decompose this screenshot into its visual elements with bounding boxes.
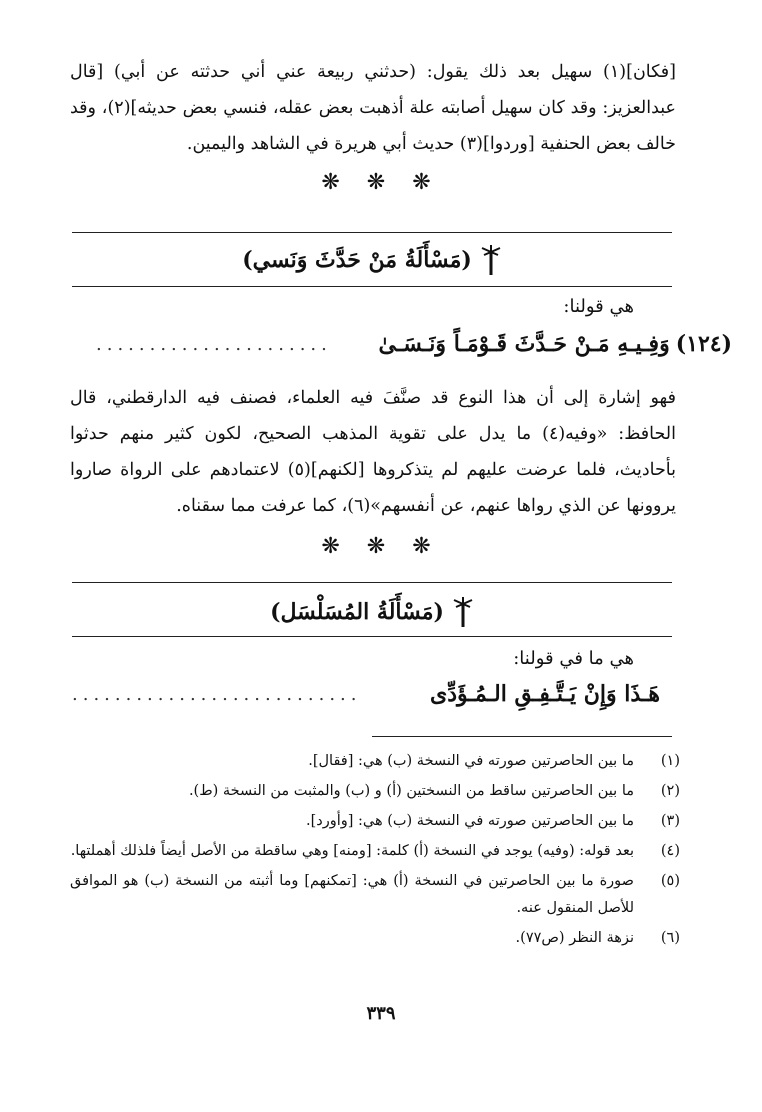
verse-number: (١٢٤) <box>675 331 732 357</box>
footnote <box>70 925 680 952</box>
footnote-text: ما بين الحاصرتين صورته في النسخة (ب) هي: [وأورد]. <box>305 813 634 829</box>
footnote-number: (٤) <box>660 843 680 859</box>
footnote <box>70 748 680 775</box>
section-heading <box>72 590 672 634</box>
section-heading <box>72 238 672 282</box>
footnote-number: (١) <box>660 753 680 769</box>
footnote <box>70 838 680 865</box>
footnote <box>70 778 680 805</box>
page-number: ٣٣٩ <box>366 1003 396 1024</box>
footnote <box>70 808 680 835</box>
footnote-text: ما بين الحاصرتين ساقط من النسختين (أ) و (ب) والمثبت من النسخة (ط). <box>188 783 634 799</box>
verse-intro: هي ما في قولنا: <box>513 648 634 669</box>
section-rule-bottom <box>72 286 672 287</box>
section-rule-top <box>72 232 672 233</box>
footnote-text: ما بين الحاصرتين صورته في النسخة (ب) هي: [فقال]. <box>308 753 634 769</box>
palm-icon <box>480 244 502 276</box>
section-heading-title: (مَسْأَلَةُ المُسَلْسَل) <box>270 599 444 625</box>
footnote-text: نزهة النظر (ص٧٧). <box>515 930 634 946</box>
verse-text: وَفِـيـهِ مَـنْ حَـدَّثَ قَـوْمَـاً وَنَـسَـىٰ <box>378 331 670 357</box>
verse-dots: ........................... <box>72 683 362 705</box>
verse-line <box>96 326 732 362</box>
footnotes <box>70 748 680 955</box>
footnote-number: (٣) <box>660 813 680 829</box>
footnote-number: (٦) <box>660 930 680 946</box>
section-rule-bottom <box>72 636 672 637</box>
footnote-number: (٥) <box>660 873 680 889</box>
footnote-separator <box>372 736 672 737</box>
verse-line <box>72 676 662 712</box>
intro-paragraph: [فكان](١) سهيل بعد ذلك يقول: (حدثني ربيعة عني أني حدثته عن أبي) [قال عبدالعزيز: وقد كان سهيل أصابته علة أذهبت بعض عقله، فنسي بعض حديثه](٢)، وقد خالف بعض الحنفية [وردوا](٣) حديث أبي هريرة في الشاهد واليمين. <box>70 62 676 154</box>
footnote-number: (٢) <box>660 783 680 799</box>
verse-intro: هي قولنا: <box>563 296 634 317</box>
explanation-paragraph: فهو إشارة إلى أن هذا النوع قد صنَّفَ فيه العلماء، فصنف فيه الدارقطني، قال الحافظ: «وفيه(٤) ما يدل على تقوية المذهب الصحيح، لكون كثير منهم حدثوا بأحاديث، فلما عرضت عليهم لم يتذكروها [لكنهم](٥) لاعتمادهم على الرواة صاروا يروونها عن الذي رواها عنهم، عن أنفسهم»(٦)، كما عرفت مما سقناه. <box>70 388 676 516</box>
footnote <box>70 868 680 922</box>
palm-icon <box>452 596 474 628</box>
footnote-text: صورة ما بين الحاصرتين في النسخة (أ) هي: [تمكنهم] وما أثبته من النسخة (ب) هو الموافق للأصل المنقول عنه. <box>70 873 634 916</box>
section-heading-title: (مَسْأَلَةُ مَنْ حَدَّثَ وَنَسي) <box>242 247 472 273</box>
section-rule-top <box>72 582 672 583</box>
footnote-text: بعد قوله: (وفيه) يوجد في النسخة (أ) كلمة: [ومنه] وهي ساقطة من الأصل أيضاً فلذلك أهملتها. <box>70 843 634 859</box>
separator-stars: ❋ ❋ ❋ <box>321 534 441 559</box>
verse-dots: ...................... <box>96 333 332 355</box>
separator-stars: ❋ ❋ ❋ <box>321 170 441 195</box>
verse-text: هَـذَا وَإِنْ يَـتَّـفِـقِ الـمُـؤَدِّى <box>430 681 660 707</box>
